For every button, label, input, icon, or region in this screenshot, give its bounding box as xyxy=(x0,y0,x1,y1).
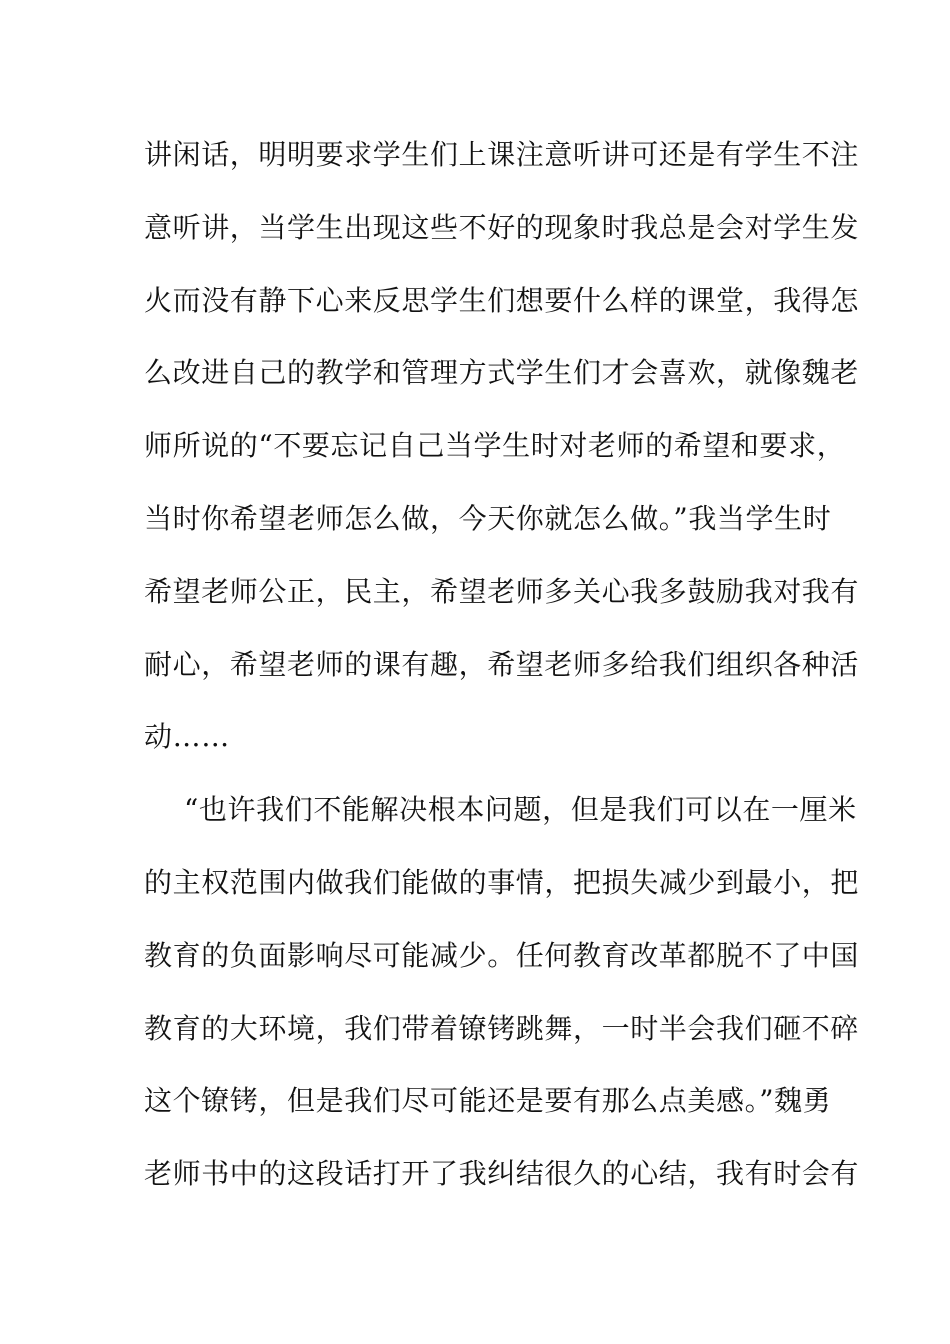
text-line: 的主权范围内做我们能做的事情，把损失减少到最小，把 xyxy=(144,865,860,899)
paragraph-start-line: “也许我们不能解决根本问题，但是我们可以在一厘米 xyxy=(184,793,857,827)
text-line: 当时你希望老师怎么做，今天你就怎么做。”我当学生时 xyxy=(144,501,832,535)
text-line: 耐心，希望老师的课有趣，希望老师多给我们组织各种活 xyxy=(144,647,860,681)
text-line: 讲闲话，明明要求学生们上课注意听讲可还是有学生不注 xyxy=(144,138,860,171)
body-text xyxy=(144,128,860,1220)
text-line: 么改进自己的教学和管理方式学生们才会喜欢，就像魏老 xyxy=(144,356,860,390)
text-line: 这个镣铐，但是我们尽可能还是要有那么点美感。”魏勇 xyxy=(144,1084,832,1118)
text-line: 老师书中的这段话打开了我纠结很久的心结，我有时会有 xyxy=(144,1157,860,1191)
text-line: 希望老师公正，民主，希望老师多关心我多鼓励我对我有 xyxy=(144,574,860,608)
text-line: 意听讲，当学生出现这些不好的现象时我总是会对学生发 xyxy=(144,210,860,244)
text-line: 教育的负面影响尽可能减少。任何教育改革都脱不了中国 xyxy=(144,938,860,972)
text-line: 动…… xyxy=(144,720,230,754)
text-line: 火而没有静下心来反思学生们想要什么样的课堂，我得怎 xyxy=(144,283,860,317)
text-line: 师所说的“不要忘记自己当学生时对老师的希望和要求， xyxy=(144,429,846,463)
text-line: 教育的大环境，我们带着镣铐跳舞，一时半会我们砸不碎 xyxy=(144,1011,860,1045)
